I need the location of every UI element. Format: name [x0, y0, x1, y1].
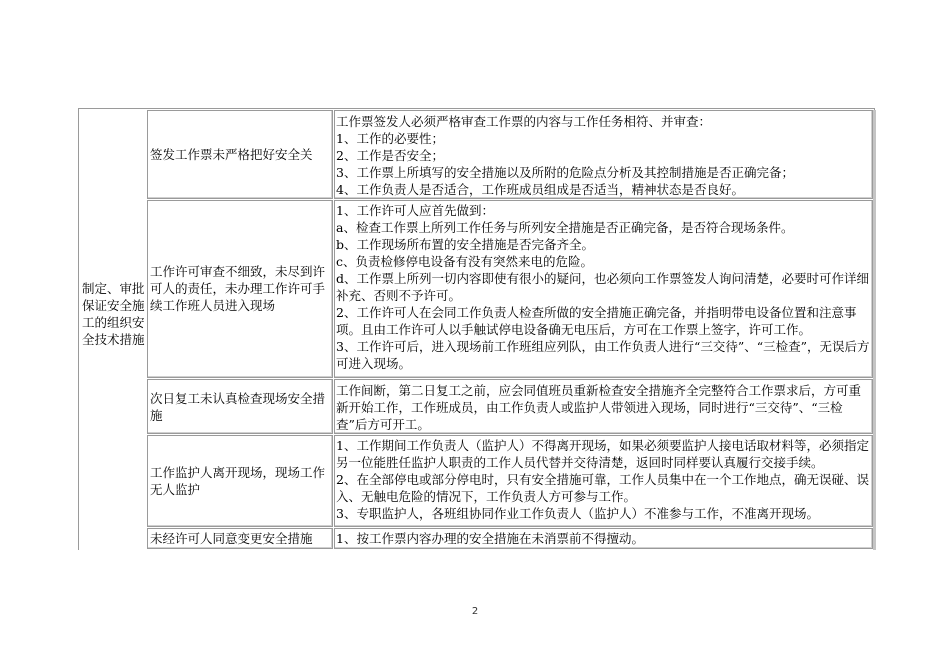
measure-line: c、负责检修停电设备有没有突然来电的危险。 — [336, 254, 594, 269]
measure-line: 1、工作的必要性； — [336, 131, 444, 146]
measure-line: a、检查工作票上所列工作任务与所列安全措施是否正确完备，是否符合现场条件。 — [336, 220, 794, 235]
page-number: 2 — [471, 606, 479, 617]
issue-text: 次日复工未认真检查现场安全措施 — [150, 390, 326, 423]
measure-line: 1、工作许可人应首先做到： — [336, 203, 494, 218]
table-edge — [873, 110, 876, 550]
measure-line: 1、按工作票内容办理的安全措施在未消票前不得擅动。 — [336, 531, 644, 546]
table-row-3-issue — [147, 379, 333, 434]
table-row-3-measures — [334, 379, 873, 434]
measure-line: 2、在全部停电或部分停电时，只有安全措施可靠，工作人员集中在一个工作地点，确无误碰、误入、无触电危险的情况下，工作负责人方可参与工作。 — [336, 472, 869, 504]
table-row-2-issue — [147, 200, 333, 378]
measure-line: b、工作现场所布置的安全措施是否完备齐全。 — [336, 237, 595, 252]
table-row-5-issue — [147, 528, 333, 549]
measure-line: 3、专职监护人，各班组协同作业工作负责人（监护人）不准参与工作，不准离开现场。 — [336, 506, 819, 521]
measure-line: 3、工作许可后，进入现场前工作班组应列队，由工作负责人进行“三交待”、“三检查”，无误后方可进入现场。 — [336, 339, 870, 371]
measure-line: 2、工作是否安全； — [336, 148, 444, 163]
measure-line: d、工作票上所列一切内容即使有很小的疑问，也必须向工作票签发人询问清楚，必要时可作详细补充、否则不予许可。 — [336, 271, 870, 303]
category-text: 制定、审批保证安全施工的组织安全技术措施 — [82, 281, 145, 347]
measure-line: 2、工作许可人在会同工作负责人检查所做的安全措施正确完备，并指明带电设备位置和注意事项。且由工作许可人以手触试停电设备确无电压后，方可在工作票上签字，许可工作。 — [336, 305, 857, 337]
issue-text: 签发工作票未严格把好安全关 — [150, 147, 313, 162]
measure-line: 工作间断，第二日复工之前，应会同值班员重新检查安全措施齐全完整符合工作票求后，方可重新开始工作，工作班成员，由工作负责人或监护人带领进入现场，同时进行“三交待”、“三检查”后方可开工。 — [336, 383, 862, 432]
table-row-4-measures — [334, 435, 873, 527]
table-row-1-measures — [334, 110, 873, 199]
table-row-5-measures — [334, 528, 873, 549]
table-row-1-issue — [147, 110, 333, 199]
table-row-2-measures — [334, 200, 873, 378]
measure-line: 工作票签发人必须严格审查工作票的内容与工作任务相符、并审查： — [336, 114, 712, 129]
measure-line: 3、工作票上所填写的安全措施以及所附的危险点分析及其控制措施是否正确完备； — [336, 165, 794, 180]
issue-text: 未经许可人同意变更安全措施 — [150, 531, 313, 546]
issue-text: 工作许可审查不细致，未尽到许可人的责任，未办理工作许可手续工作班人员进入现场 — [150, 264, 326, 313]
table-row-4-issue — [147, 435, 333, 527]
issue-text: 工作监护人离开现场，现场工作无人监护 — [150, 465, 326, 497]
measure-line: 1、工作期间工作负责人（监护人）不得离开现场，如果必须要监护人接电话取材料等，必须指定另一位能胜任监护人职责的工作人员代替并交待清楚，返回时同样要认真履行交接手续。 — [336, 438, 869, 470]
measure-line: 4、工作负责人是否适合，工作班成员组成是否适当，精神状态是否良好。 — [336, 182, 744, 197]
